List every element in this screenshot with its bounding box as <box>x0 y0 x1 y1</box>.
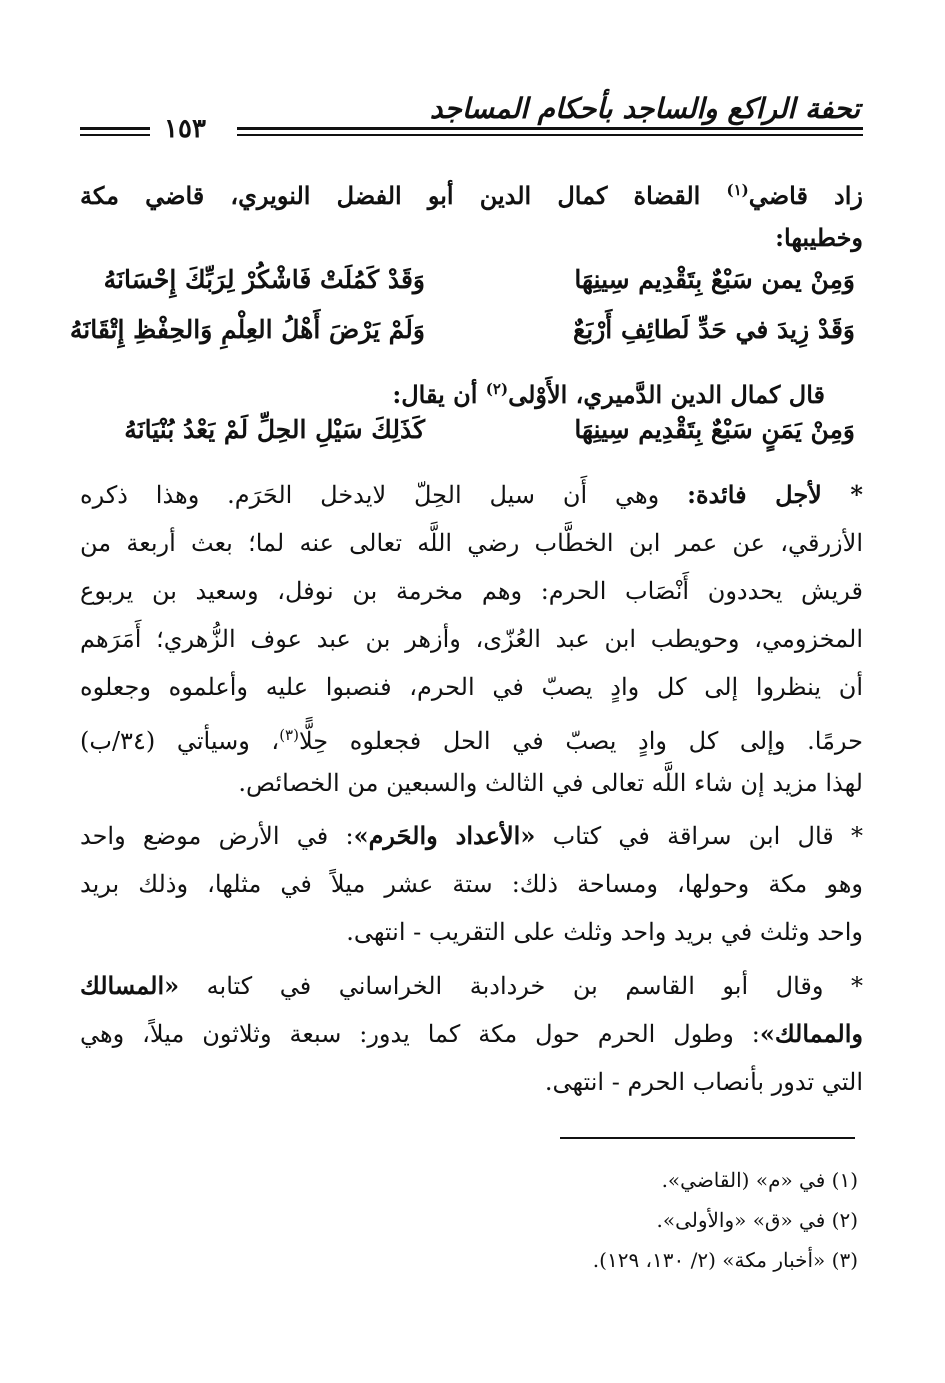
fact-label: * لأجل فائدة: <box>687 480 863 509</box>
footnote-2: (٢) في «ق» «والأولى». <box>656 1208 858 1232</box>
footnote-1: (١) في «م» (القاضي». <box>661 1168 858 1192</box>
footnote-3: (٣) «أخبار مكة» (٢/ ١٣٠، ١٢٩). <box>592 1248 858 1272</box>
surqa-line-1-part-2: : في الأرض موضع واحد <box>80 822 354 850</box>
header-rule-left-top <box>80 127 150 130</box>
khordadbeh-line-3: التي تدور بأنصاب الحرم - انتهى. <box>544 1068 863 1096</box>
khordadbeh-line-2 <box>80 1011 863 1057</box>
verse-row-2 <box>69 315 855 361</box>
intro-line-1 <box>80 167 863 219</box>
fact-line-1 <box>80 472 863 518</box>
khordadbeh-book-title-start: «المسالك <box>80 971 180 1000</box>
damiri-part-2: أن يقال: <box>392 380 478 409</box>
intro-line-2: وخطيبها: <box>775 223 863 252</box>
verse-2-second-hemistich: وَلَمْ يَرْضَ أَهْلُ العِلْمِ وَالحِفْظِ إِتْقَانَهُ <box>69 315 425 344</box>
verse-row-3 <box>95 415 855 461</box>
fact-line-1-rest: وهي أَن سيل الحِلّ لايدخل الحَرَم. وهذا ذكره <box>80 481 660 509</box>
khordadbeh-line-1-part-1: * وقال أبو القاسم بن خردادبة الخراساني في كتابه <box>206 972 863 1000</box>
verse-row-1 <box>95 265 855 311</box>
surqa-line-1 <box>80 813 863 859</box>
verse-1-second-hemistich: وَقَدْ كَمُلَتْ فَاشْكُرْ لِرَبِّكَ إِحْسَانَهُ <box>103 265 425 294</box>
fact-line-5: أن ينظروا إلى كل وادٍ يصبّ في الحرم، فنصبوا عليه وأعلموه وجعلوه <box>80 673 863 701</box>
fact-line-7: لهذا مزيد إن شاء اللَّه تعالى في الثالث والسبعين من الخصائص. <box>238 769 863 797</box>
fact-line-6-part-2: ، وسيأتي (٣٤/ب) <box>80 727 280 755</box>
damiri-line <box>392 366 825 418</box>
fact-line-6 <box>80 712 863 764</box>
surqa-line-3: واحد وثلث في بريد واحد وثلث على التقريب - انتهى. <box>346 918 863 946</box>
verse-2-first-hemistich: وَقَدْ زِيدَ في حَدِّ لَطائِفِ أَرْبَعٌ <box>572 315 855 344</box>
header-rule-right-bottom <box>237 134 863 136</box>
damiri-part-1: قال كمال الدين الدَّميري، الأَوْلى <box>508 380 825 409</box>
verse-1-first-hemistich: وَمِنْ يمن سَبْعٌ بِتَقْدِيم سِينِهَا <box>574 265 855 294</box>
surqa-book-title: «الأعداد والحَرم» <box>353 821 536 850</box>
surqa-line-1-part-1: * قال ابن سراقة في كتاب <box>552 822 863 850</box>
khordadbeh-book-title-end: والممالك» <box>759 1019 863 1048</box>
fact-line-6-part-1: حرمًا. وإلى كل وادٍ يصبّ في الحل فجعلوه حِلًّا <box>298 727 863 755</box>
header-rule-left-bottom <box>80 134 150 136</box>
header-rule-right-top <box>237 127 863 130</box>
surqa-line-2: وهو مكة وحولها، ومساحة ذلك: ستة عشر ميلاً في مثلها، وذلك بريد <box>80 870 863 898</box>
running-header-title: تحفة الراكع والساجد بأحكام المساجد <box>429 92 860 125</box>
intro-line-1-part-2: القضاة كمال الدين أبو الفضل النويري، قاضي مكة <box>80 181 701 210</box>
fact-line-2: الأزرقي، عن عمر ابن الخطَّاب رضي اللَّه تعالى عنه لما؛ بعث أربعة من <box>80 529 863 557</box>
intro-line-1-part-1: زاد قاضي <box>748 181 863 210</box>
verse-3-first-hemistich: وَمِنْ يَمَنٍ سَبْعٌ بِتَقْدِيم سِينِهَا <box>574 415 855 444</box>
footnote-ref-3: (٣) <box>279 726 299 744</box>
verse-3-second-hemistich: كَذَلِكَ سَيْلِ الحِلِّ لَمْ يَعْدُ بُنْيَانَهُ <box>124 415 425 444</box>
footnote-ref-1: (١) <box>726 181 749 199</box>
khordadbeh-line-2-rest: : وطول الحرم حول مكة كما يدور: سبعة وثلاثون ميلاً، وهي <box>80 1020 760 1048</box>
khordadbeh-line-1 <box>80 963 863 1009</box>
page-number: ١٥٣ <box>164 114 206 144</box>
fact-line-3: قريش يحددون أَنْصَاب الحرم: وهم مخرمة بن نوفل، وسعيد بن يربوع <box>80 577 863 605</box>
footnote-ref-2: (٢) <box>485 380 509 398</box>
footnote-separator <box>560 1137 855 1139</box>
fact-line-4: المخزومي، وحويطب ابن عبد العُزّى، وأزهر بن عبد عوف الزُّهري؛ أَمَرَهم <box>80 625 863 653</box>
